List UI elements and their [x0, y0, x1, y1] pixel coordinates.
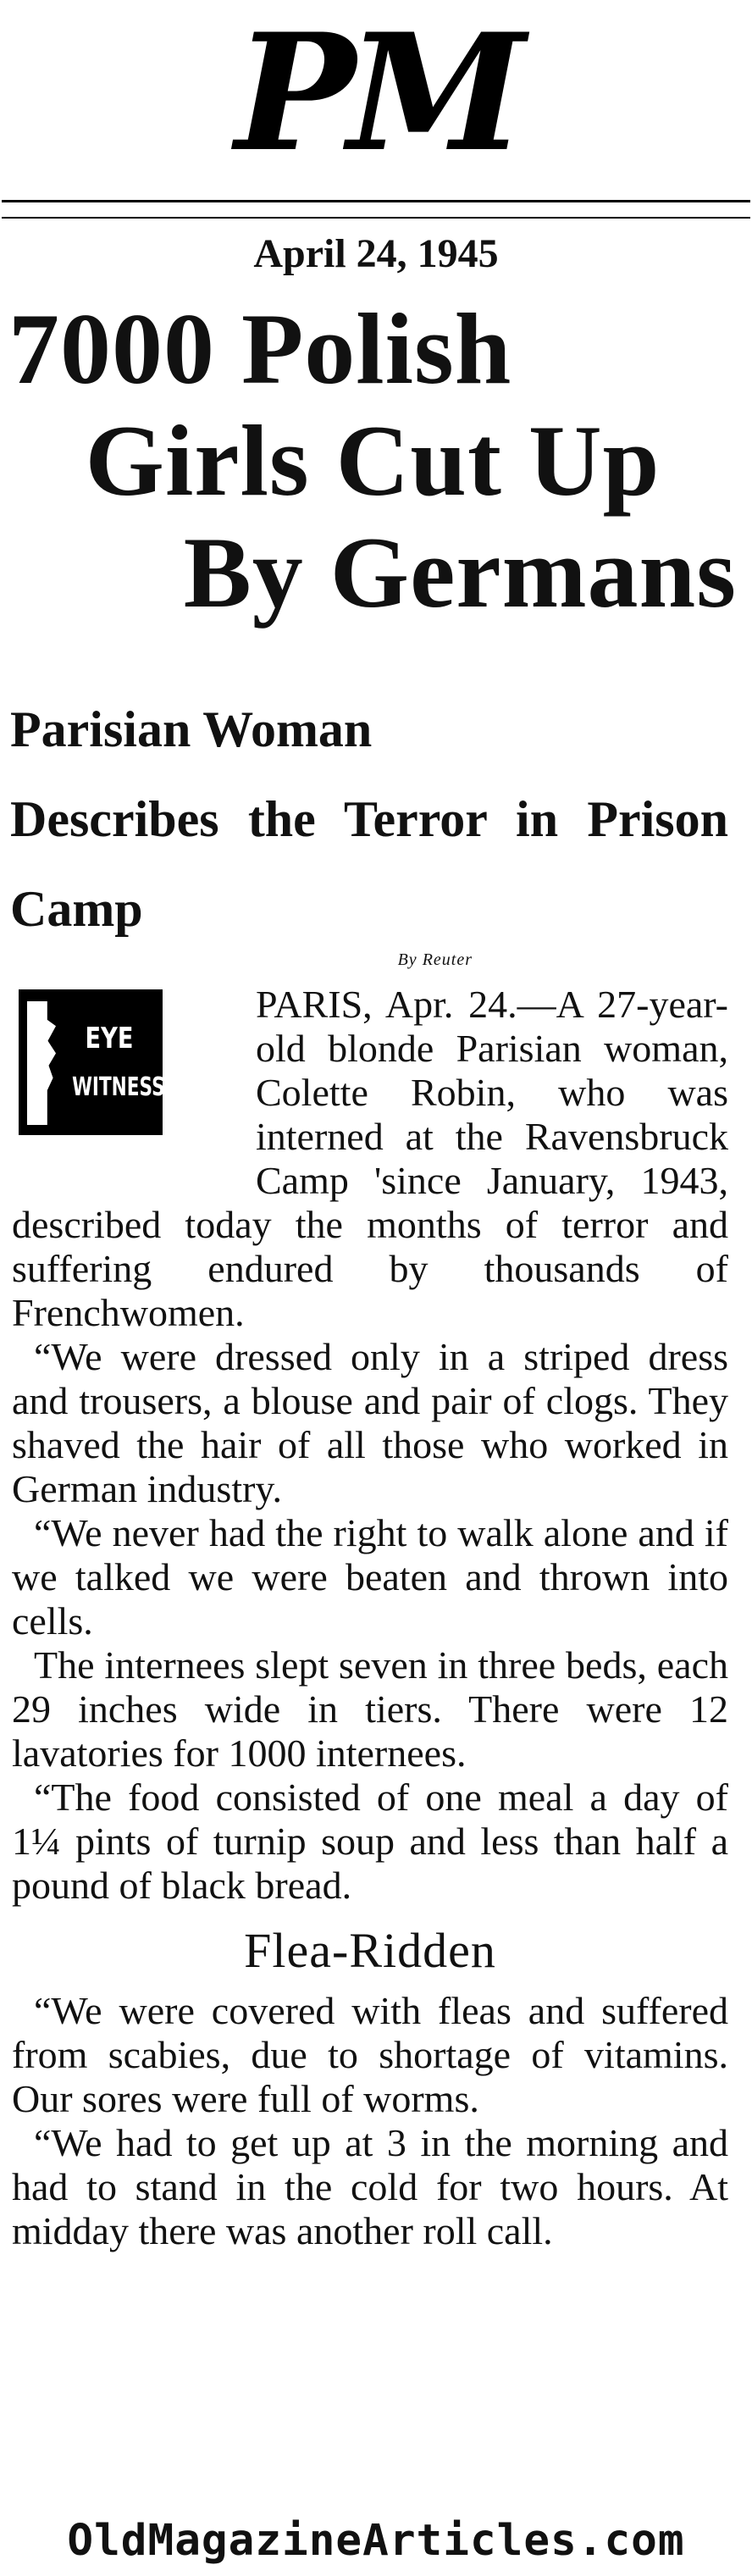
subhead: Flea-Ridden — [244, 1923, 496, 1978]
masthead-rule-top — [2, 200, 750, 202]
masthead-rule-bottom — [2, 217, 750, 219]
article-body — [12, 983, 728, 2253]
headline-line-1: 7000 Polish — [8, 292, 512, 405]
deck — [10, 684, 728, 954]
paragraph-6: “We were covered with fleas and suffered from scabies, due to shortage of vitamins. Our sores were full of worms. — [12, 1989, 728, 2120]
paragraph-3: “We never had the right to walk alone and if we talked we were beaten and thrown into cells. — [12, 1511, 728, 1643]
badge-text-top: EYE — [85, 1022, 134, 1055]
headline-line-2: Girls Cut Up — [85, 404, 661, 517]
badge-text-bottom: WITNESS — [72, 1072, 165, 1102]
deck-line-1: Parisian Woman — [10, 701, 373, 757]
headline-line-3: By Germans — [183, 516, 737, 629]
paragraph-1: PARIS, Apr. 24.—A 27-year-old blonde Parisian woman, Colette Robin, who was interned at the Ravensbruck Camp 'since January, 1943, described today the months of terror and suffering endured by thousands of Frenchwomen. — [12, 983, 728, 1334]
headline — [8, 293, 737, 629]
deck-line-2: Describes the Terror in Prison Camp — [10, 791, 728, 937]
masthead — [0, 0, 752, 195]
byline: By Reuter — [397, 950, 473, 969]
badge-spacer — [12, 983, 256, 1184]
paragraph-5: “The food consisted of one meal a day of 1¼ pints of turnip soup and less than half a pound of black bread. — [12, 1776, 728, 1907]
footer-source: OldMagazineArticles.com — [67, 2516, 685, 2566]
paragraph-4: The internees slept seven in three beds, each 29 inches wide in tiers. There were 12 lavatories for 1000 internees. — [12, 1643, 728, 1775]
paragraph-7: “We had to get up at 3 in the morning and had to stand in the cold for two hours. At midday there was another roll call. — [12, 2121, 728, 2252]
paragraph-2: “We were dressed only in a striped dress and trousers, a blouse and pair of clogs. They shaved the hair of all those who worked in German industry. — [12, 1335, 728, 1510]
issue-date: April 24, 1945 — [253, 231, 499, 276]
pm-logo: PM — [235, 0, 517, 187]
